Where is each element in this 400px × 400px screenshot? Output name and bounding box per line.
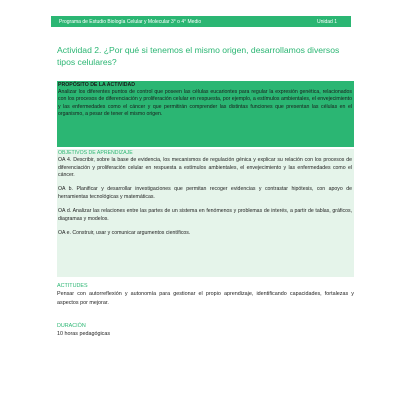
duration-heading: DURACIÓN (57, 323, 86, 329)
purpose-box (57, 81, 354, 147)
purpose-heading: PROPÓSITO DE LA ACTIVIDAD (58, 82, 136, 88)
header-bar (51, 16, 351, 27)
unit-label: Unidad 1 (316, 18, 337, 25)
objectives-heading: OBJETIVOS DE APRENDIZAJE (58, 150, 133, 156)
attitudes-text: Pensar con autorreflexión y autonomía para gestionar el propio aprendizaje, identificando capacidades, fortalezas y aspectos por mejorar. (57, 291, 354, 306)
objective-item: OA d. Analizar las relaciones entre las partes de un sistema en fenómenos y problemas de interés, a partir de tablas, gráficos, diagramas y modelos. (58, 207, 352, 222)
attitudes-section (57, 282, 354, 308)
program-title: Programa de Estudio Biología Celular y Molecular 3° o 4° Medio (59, 18, 202, 25)
activity-title: Actividad 2. ¿Por qué si tenemos el mismo origen, desarrollamos diversos tipos celulares? (57, 45, 340, 67)
purpose-text: Analizar los diferentes puntos de control que poseen las células eucariontes para regular la expresión genética, relacionados con los procesos de diferenciación y proliferación celular en respuesta, por ejemplo, a estímulos ambientales, el envejecimiento y las enfermedades como el cáncer y que permitirán comprender las distintas funciones que presentan las células en el organismo, a pesar de tener el mismo origen. (58, 89, 352, 117)
duration-text: 10 horas pedagógicas (57, 331, 111, 337)
objective-item: OA b. Planificar y desarrollar investigaciones que permitan recoger evidencias y contrastar hipótesis, con apoyo de herramientas tecnológicas y matemáticas. (58, 186, 352, 200)
objectives-box (57, 149, 354, 277)
objective-item: OA 4. Describir, sobre la base de evidencia, los mecanismos de regulación génica y explicar su relación con los procesos de diferenciación y proliferación celular en respuesta a estímulos ambientales, el envejecimiento y las enfermedades como el cáncer. (58, 157, 352, 179)
duration-section (57, 322, 354, 339)
attitudes-heading: ACTITUDES (57, 283, 88, 289)
objective-item: OA e. Construir, usar y comunicar argumentos científicos. (58, 229, 191, 236)
